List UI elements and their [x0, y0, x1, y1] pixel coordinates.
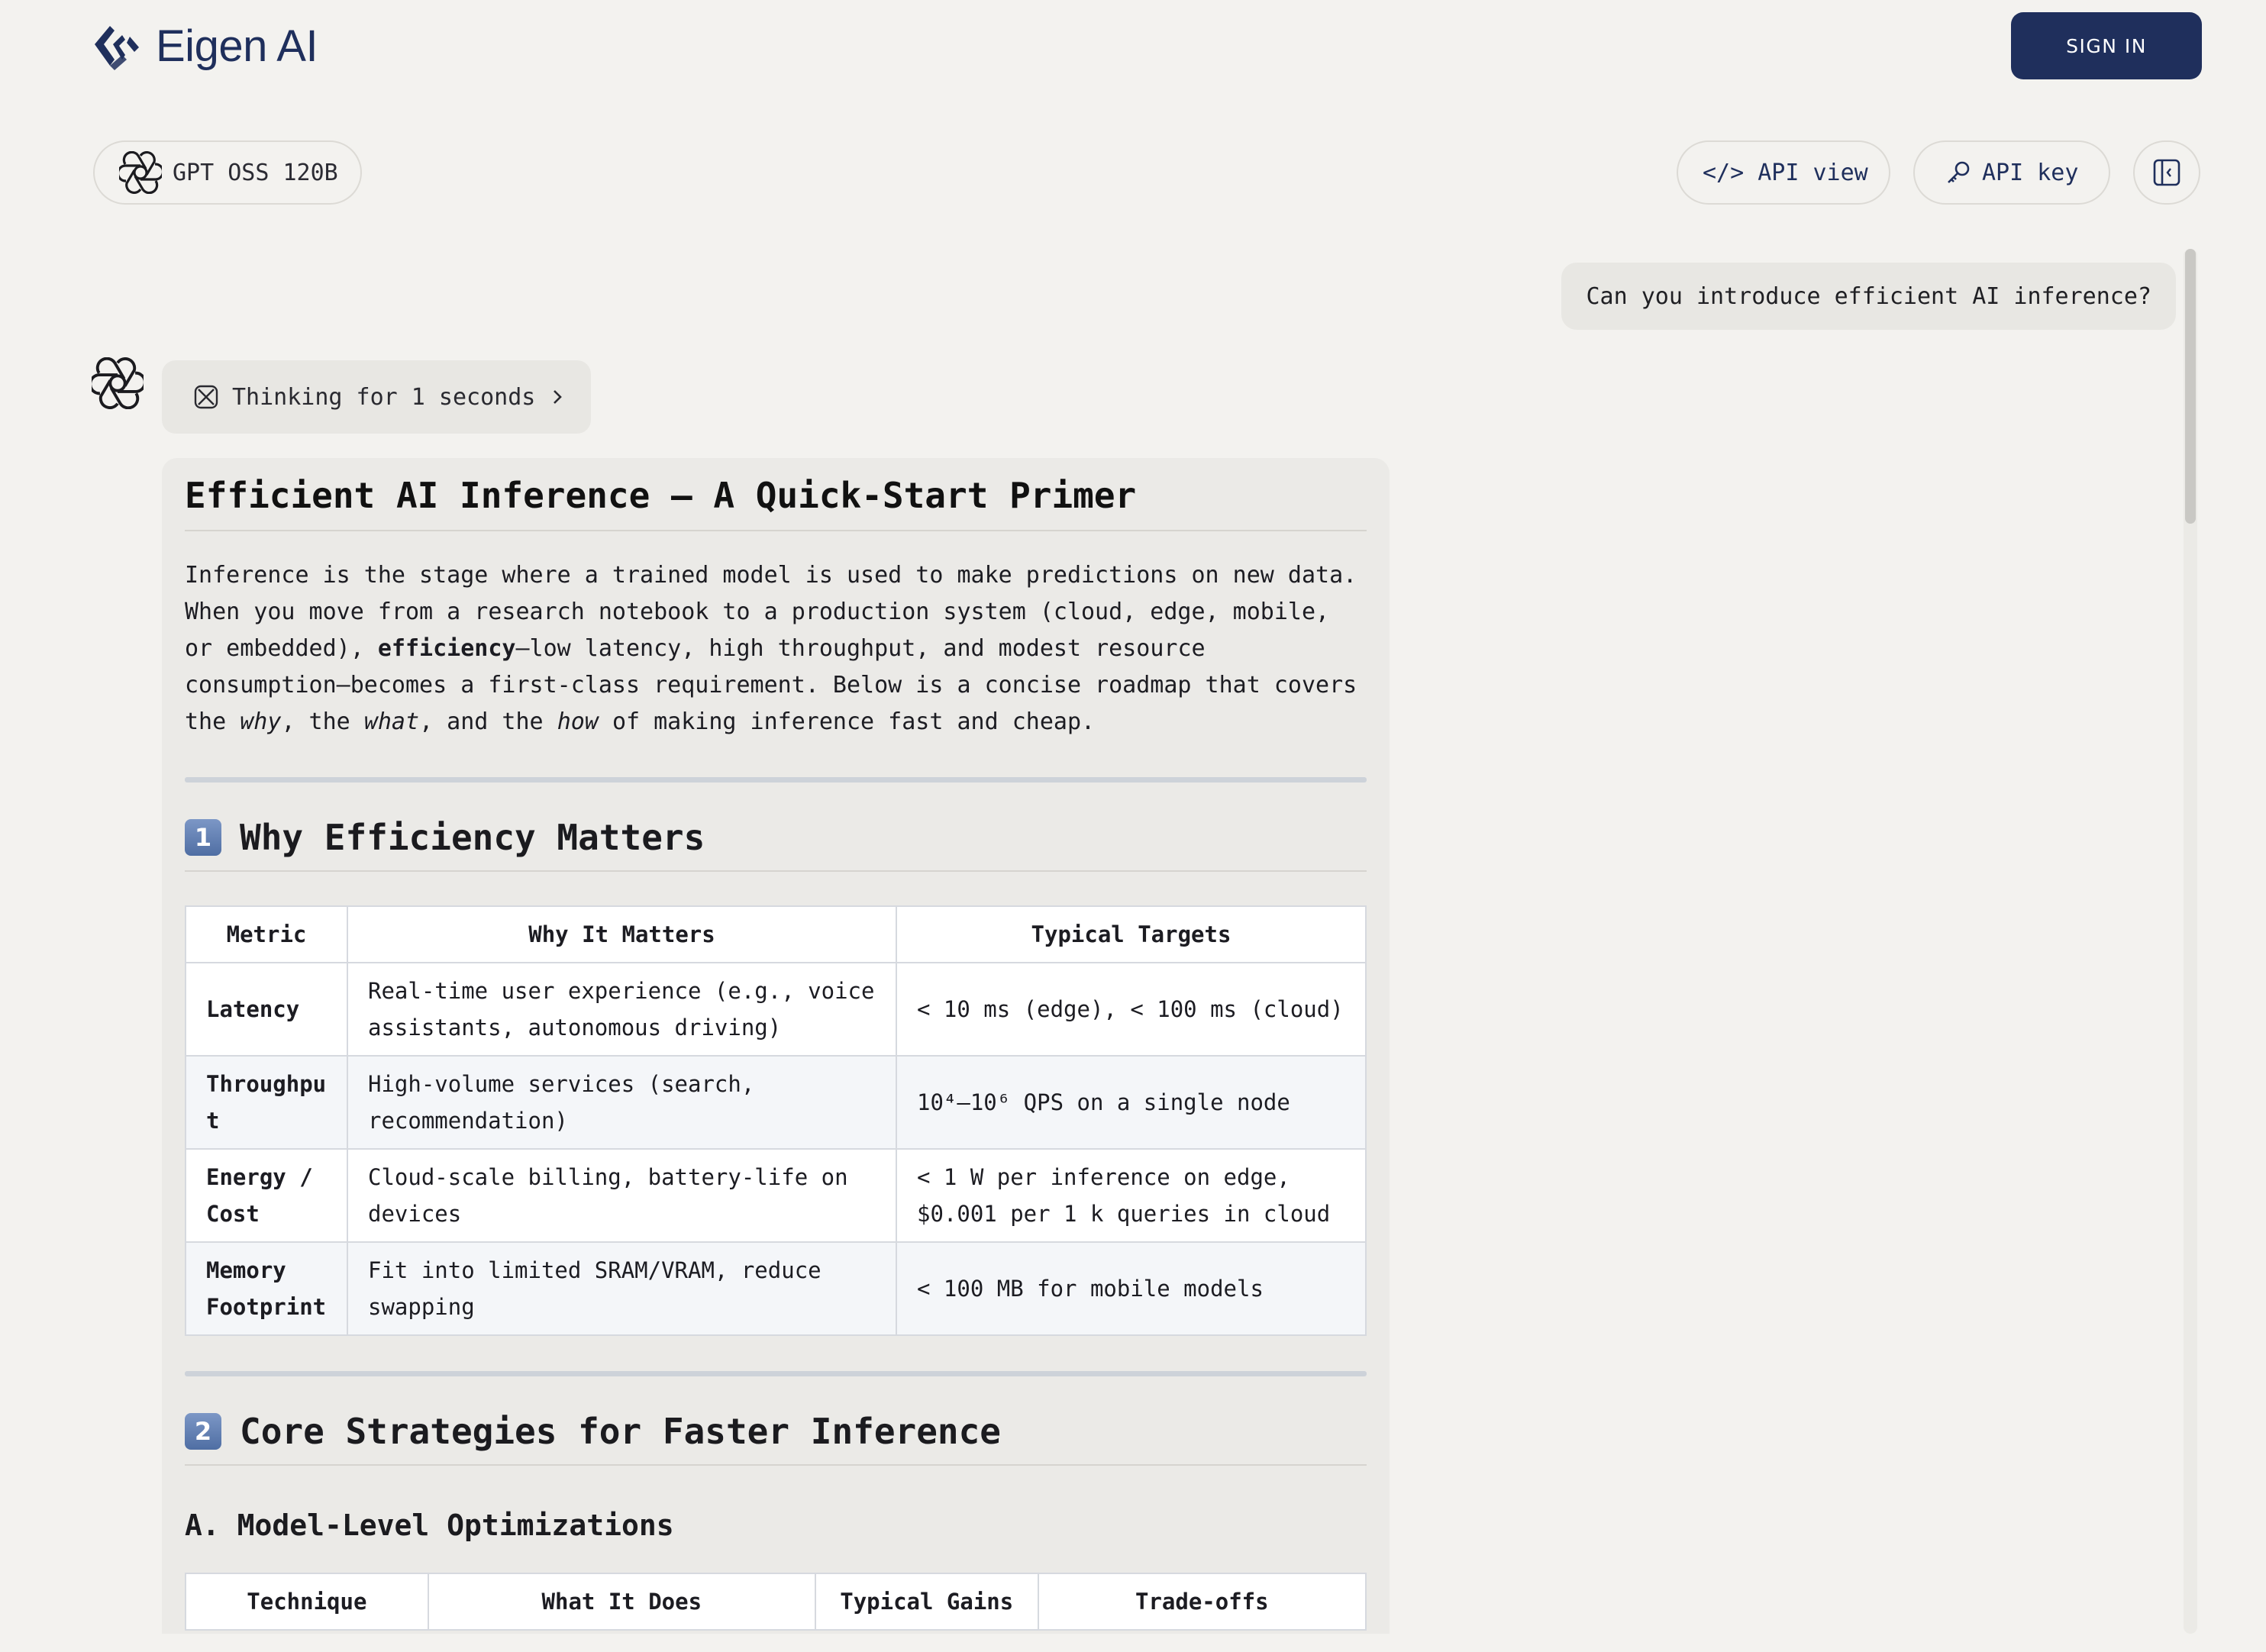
model-label: GPT OSS 120B	[173, 159, 338, 186]
section-2-title: Core Strategies for Faster Inference	[240, 1411, 1001, 1452]
table-cell: Energy / Cost	[186, 1149, 347, 1242]
brand-logo[interactable]	[92, 18, 318, 73]
table-cell: Memory Footprint	[186, 1242, 347, 1335]
assistant-answer	[162, 458, 1390, 1634]
intro-text-2: When you move from a research notebook to a production system (cloud, edge, mobile, or embedded),	[185, 599, 1330, 662]
table-cell: Fit into limited SRAM/VRAM, reduce swapping	[347, 1242, 896, 1335]
table-cell: Real-time user experience (e.g., voice assistants, autonomous driving)	[347, 963, 896, 1056]
intro-italic-what: what	[363, 708, 420, 735]
section-2-heading	[185, 1411, 1367, 1466]
table-cell: Latency	[186, 963, 347, 1056]
thinking-label: Thinking for 1 seconds	[232, 383, 536, 411]
assistant-avatar-icon	[92, 357, 144, 409]
section-1-title: Why Efficiency Matters	[240, 817, 705, 858]
sidebar-panel-icon	[2152, 158, 2181, 187]
api-key-label: API key	[1982, 159, 2079, 186]
atom-icon	[191, 382, 221, 412]
section-divider	[185, 1371, 1367, 1376]
chat-area	[0, 244, 2266, 1634]
table-header: Technique	[186, 1573, 428, 1630]
section-1-heading	[185, 817, 1367, 872]
sign-in-button[interactable]: SIGN IN	[2011, 12, 2202, 79]
table-row	[186, 963, 1366, 1056]
user-message-text: Can you introduce efficient AI inference?	[1586, 282, 2151, 310]
table-cell: Throughput	[186, 1056, 347, 1149]
table-cell: < 100 MB for mobile models	[896, 1242, 1366, 1335]
openai-logo-icon	[119, 151, 162, 194]
table-cell: < 1 W per inference on edge, $0.001 per 1 k queries in cloud	[896, 1149, 1366, 1242]
answer-title: Efficient AI Inference – A Quick-Start Primer	[185, 475, 1367, 531]
table-row	[186, 1149, 1366, 1242]
user-message-bubble	[1561, 263, 2176, 330]
api-key-button[interactable]	[1913, 140, 2110, 205]
table-cell: High-volume services (search, recommendation)	[347, 1056, 896, 1149]
model-selector[interactable]	[93, 140, 362, 205]
table-header: Metric	[186, 906, 347, 963]
api-view-label: </> API view	[1703, 159, 1868, 186]
table-cell: 10⁴–10⁶ QPS on a single node	[896, 1056, 1366, 1149]
top-bar	[0, 0, 2266, 107]
intro-italic-why: why	[240, 708, 282, 735]
number-one-icon: 1	[185, 819, 221, 856]
intro-text-3: —low latency, high throughput, and modest resource consumption—becomes a first-class requirement. Below is a concise roadmap that covers the	[185, 635, 1357, 735]
key-icon	[1945, 160, 1971, 186]
thinking-toggle[interactable]	[162, 360, 591, 434]
section-divider	[185, 777, 1367, 782]
toggle-sidebar-button[interactable]	[2133, 140, 2200, 205]
answer-intro	[185, 557, 1367, 740]
number-two-icon: 2	[185, 1413, 221, 1450]
table-header: Typical Targets	[896, 906, 1366, 963]
intro-text-4: , the	[281, 708, 350, 735]
intro-text-6: of making inference fast and cheap.	[612, 708, 1096, 735]
table-row	[186, 1242, 1366, 1335]
subsection-a-heading: A. Model-Level Optimizations	[185, 1508, 674, 1542]
table-header: Trade-offs	[1038, 1573, 1366, 1630]
table-header: What It Does	[428, 1573, 815, 1630]
model-optimizations-table	[185, 1573, 1367, 1631]
table-header: Typical Gains	[815, 1573, 1038, 1630]
intro-text-5: , and the	[419, 708, 544, 735]
intro-bold-efficiency: efficiency	[377, 635, 516, 662]
api-view-button[interactable]	[1677, 140, 1890, 205]
table-cell: < 10 ms (edge), < 100 ms (cloud)	[896, 963, 1366, 1056]
intro-italic-how: how	[557, 708, 599, 735]
table-row	[186, 1056, 1366, 1149]
eigen-logo-icon	[92, 21, 145, 70]
table-header: Why It Matters	[347, 906, 896, 963]
efficiency-metrics-table	[185, 905, 1367, 1336]
brand-name: Eigen AI	[156, 21, 318, 71]
chevron-right-icon	[546, 386, 569, 408]
table-cell: Cloud-scale billing, battery-life on devices	[347, 1149, 896, 1242]
intro-text-1: Inference is the stage where a trained model is used to make predictions on new data.	[185, 562, 1357, 589]
